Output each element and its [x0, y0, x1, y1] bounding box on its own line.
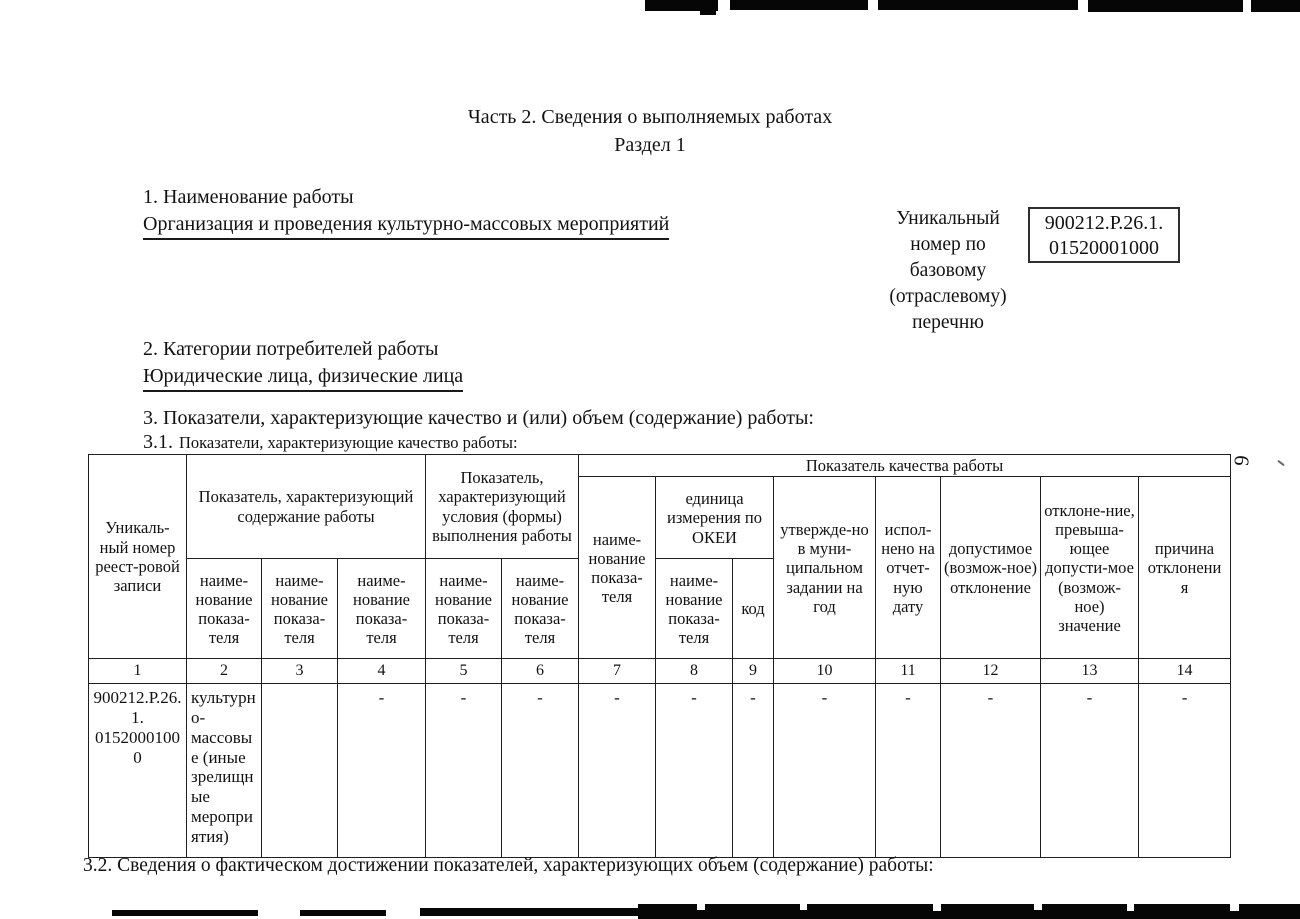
table-row: [89, 684, 1231, 858]
scan-artifact-bottom-bar: [300, 910, 386, 916]
scan-artifact-top-bar: [700, 0, 716, 15]
col-okei-code-header: код: [733, 559, 774, 659]
scan-artifact-top-bar: [730, 0, 868, 10]
group-quality-header: Показатель качества работы: [579, 455, 1231, 477]
scan-artifact-notch: [1034, 904, 1042, 910]
cell-value: -: [426, 684, 502, 858]
col-exceeding-deviation-header: отклоне-ние, превыша-ющее допусти-мое (возмож-ное) значение: [1041, 477, 1139, 659]
scan-artifact-notch: [697, 904, 705, 910]
unique-number-line1: 900212.Р.26.1.: [1044, 212, 1164, 234]
column-number: 14: [1139, 659, 1231, 684]
indicators-heading: 3. Показатели, характеризующие качество и (или) объем (содержание) работы:: [143, 407, 814, 429]
cell-value: -: [1041, 684, 1139, 858]
unique-number-box: [1028, 207, 1180, 263]
document-section-title: Раздел 1: [614, 134, 686, 156]
col-approved-header: утвержде-но в муни-ципальном задании на год: [774, 477, 876, 659]
column-number: 1: [89, 659, 187, 684]
column-number: 11: [876, 659, 941, 684]
scan-artifact-top-bar: [878, 0, 1078, 10]
cell-empty: [262, 684, 338, 858]
scan-artifact-notch: [1127, 904, 1134, 911]
quality-indicators-number: 3.1.: [143, 431, 173, 453]
column-number: 4: [338, 659, 426, 684]
cell-value: -: [579, 684, 656, 858]
group-conditions-header: Показатель, характеризующий условия (формы) выполнения работы: [426, 455, 579, 559]
col-indicator-name-header: наиме-нование показа-теля: [338, 559, 426, 659]
unique-number-label: Уникальный номер по базовому (отраслевому) перечню: [889, 208, 1007, 333]
col-executed-header: испол-нено на отчет-ную дату: [876, 477, 941, 659]
column-number: 13: [1041, 659, 1139, 684]
col-indicator-name-header: наиме-нование показа-теля: [426, 559, 502, 659]
column-number: 7: [579, 659, 656, 684]
col-indicator-name-header: наиме-нование показа-теля: [187, 559, 262, 659]
group-okei-header: единица измерения по ОКЕИ: [656, 477, 774, 559]
scan-artifact-notch: [1230, 904, 1239, 911]
cell-value: -: [338, 684, 426, 858]
column-number: 6: [502, 659, 579, 684]
scan-artifact-top-bar: [1088, 0, 1243, 12]
scan-tick-mark: [1277, 460, 1285, 467]
scan-artifact-bottom-bar: [638, 904, 1300, 919]
cell-registry-number: 900212.Р.26.1. 01520001000: [89, 684, 187, 858]
work-name-label: 1. Наименование работы: [143, 186, 354, 208]
column-numbers-row: [89, 659, 1231, 684]
quality-indicators-table-wrap: [88, 454, 1231, 858]
col-indicator-name-header: наиме-нование показа-теля: [579, 477, 656, 659]
quality-indicators-heading: [143, 431, 518, 454]
cell-value: -: [1139, 684, 1231, 858]
scan-artifact-notch: [933, 904, 941, 911]
document-title-block: [0, 103, 1300, 159]
scan-artifact-top-bar: [1251, 0, 1300, 12]
cell-value: -: [656, 684, 733, 858]
group-content-header: Показатель, характеризующий содержание работы: [187, 455, 426, 559]
col-registry-number-header: Уникаль-ный номер реест-ровой записи: [89, 455, 187, 659]
cell-value: -: [941, 684, 1041, 858]
column-number: 12: [941, 659, 1041, 684]
col-okei-name-header: наиме-нование показа-теля: [656, 559, 733, 659]
cell-value: -: [876, 684, 941, 858]
consumers-value: Юридические лица, физические лица: [143, 363, 463, 392]
volume-indicators-heading: 3.2. Сведения о фактическом достижении показателей, характеризующих объем (содержание) работы:: [83, 855, 934, 876]
column-number: 3: [262, 659, 338, 684]
scan-artifact-notch: [800, 904, 807, 910]
unique-number-line2: 01520001000: [1049, 237, 1159, 259]
work-name-value: Организация и проведения культурно-массовых мероприятий: [143, 211, 669, 240]
consumers-label: 2. Категории потребителей работы: [143, 338, 439, 360]
cell-value: -: [774, 684, 876, 858]
document-title: Часть 2. Сведения о выполняемых работах: [467, 106, 833, 128]
scan-artifact-bottom-bar: [112, 910, 258, 916]
work-name-section: [143, 184, 669, 240]
col-allowed-deviation-header: допустимое (возмож-ное) отклонение: [941, 477, 1041, 659]
column-number: 5: [426, 659, 502, 684]
header-row-groups: [89, 455, 1231, 477]
col-indicator-name-header: наиме-нование показа-теля: [262, 559, 338, 659]
side-page-number: 6: [1229, 454, 1255, 468]
cell-work-content: культурно-массовые (иные зрелищные мероприятия): [187, 684, 262, 858]
col-deviation-reason-header: причина отклонения: [1139, 477, 1231, 659]
cell-value: -: [733, 684, 774, 858]
column-number: 9: [733, 659, 774, 684]
column-number: 8: [656, 659, 733, 684]
scan-artifact-bottom-bar: [420, 908, 640, 916]
col-indicator-name-header: наиме-нование показа-теля: [502, 559, 579, 659]
quality-indicators-table: [88, 454, 1231, 858]
cell-value: -: [502, 684, 579, 858]
column-number: 2: [187, 659, 262, 684]
consumers-section: [143, 336, 463, 392]
column-number: 10: [774, 659, 876, 684]
quality-indicators-text: Показатели, характеризующие качество работы:: [179, 433, 518, 452]
